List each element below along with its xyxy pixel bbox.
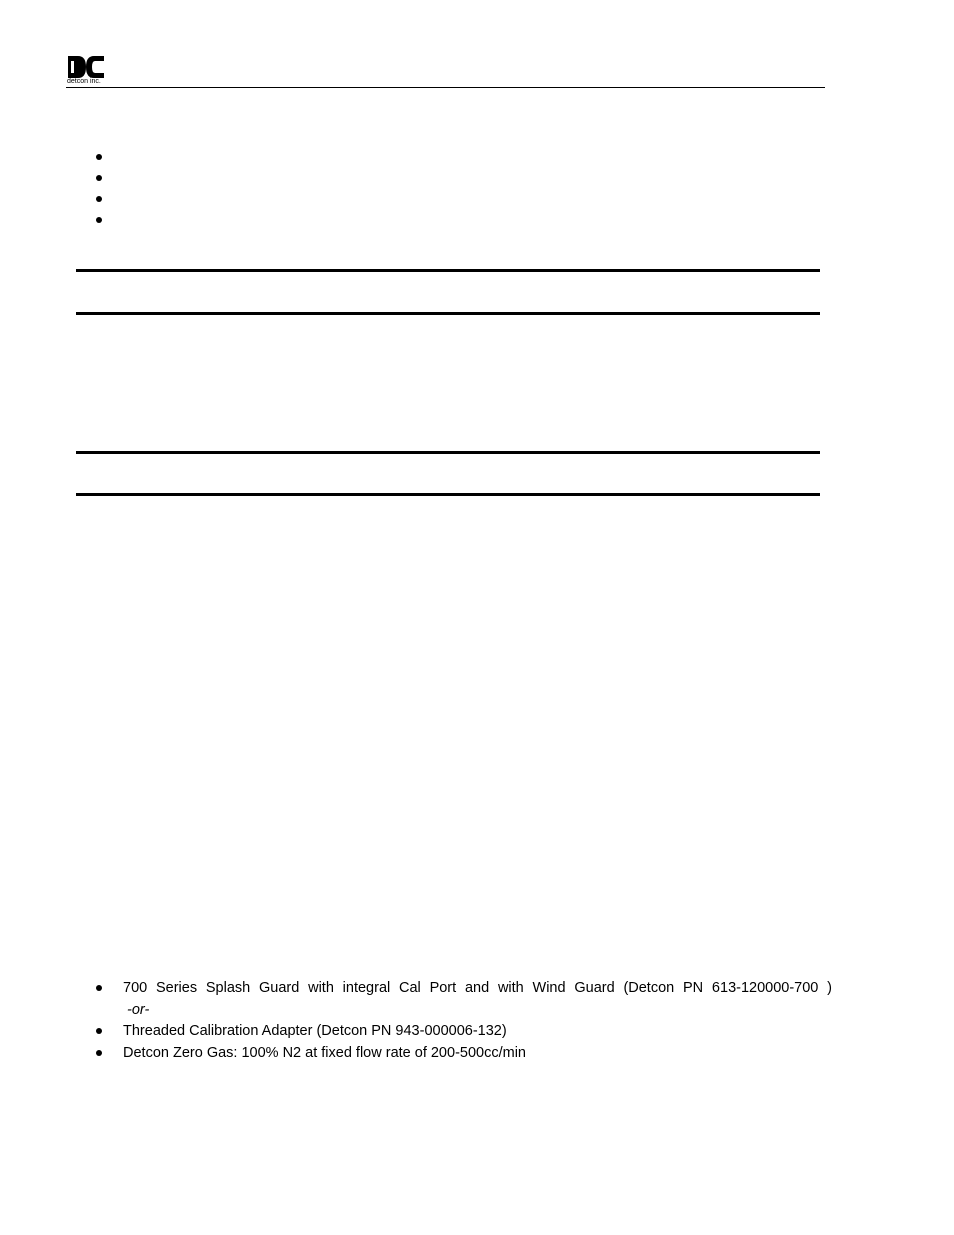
material-requirements-list xyxy=(92,978,832,1064)
list-item-separator: -or- xyxy=(127,1001,150,1018)
list-item xyxy=(92,978,832,1000)
list-item-text: 700 Series Splash Guard with integral Cal Port and with Wind Guard (Detcon PN 613-120000-700 ) xyxy=(123,980,832,996)
list-item xyxy=(92,1043,832,1065)
list-bullet xyxy=(96,1028,102,1034)
list-item xyxy=(92,1021,832,1043)
header-divider xyxy=(66,87,825,88)
list-bullet xyxy=(96,985,102,991)
list-bullet xyxy=(96,1050,102,1056)
list-bullet xyxy=(96,217,102,223)
list-item-text: Detcon Zero Gas: 100% N2 at fixed flow rate of 200-500cc/min xyxy=(123,1044,526,1061)
note-box-top-rule xyxy=(76,269,820,272)
caution-box-top-rule xyxy=(76,451,820,454)
list-bullet xyxy=(96,196,102,202)
list-item-text: Threaded Calibration Adapter (Detcon PN 943-000006-132) xyxy=(123,1023,507,1039)
list-bullet xyxy=(96,154,102,160)
list-bullet xyxy=(96,175,102,181)
logo-caption: detcon inc. xyxy=(67,78,101,85)
note-box-bottom-rule xyxy=(76,312,820,315)
caution-box-bottom-rule xyxy=(76,493,820,496)
